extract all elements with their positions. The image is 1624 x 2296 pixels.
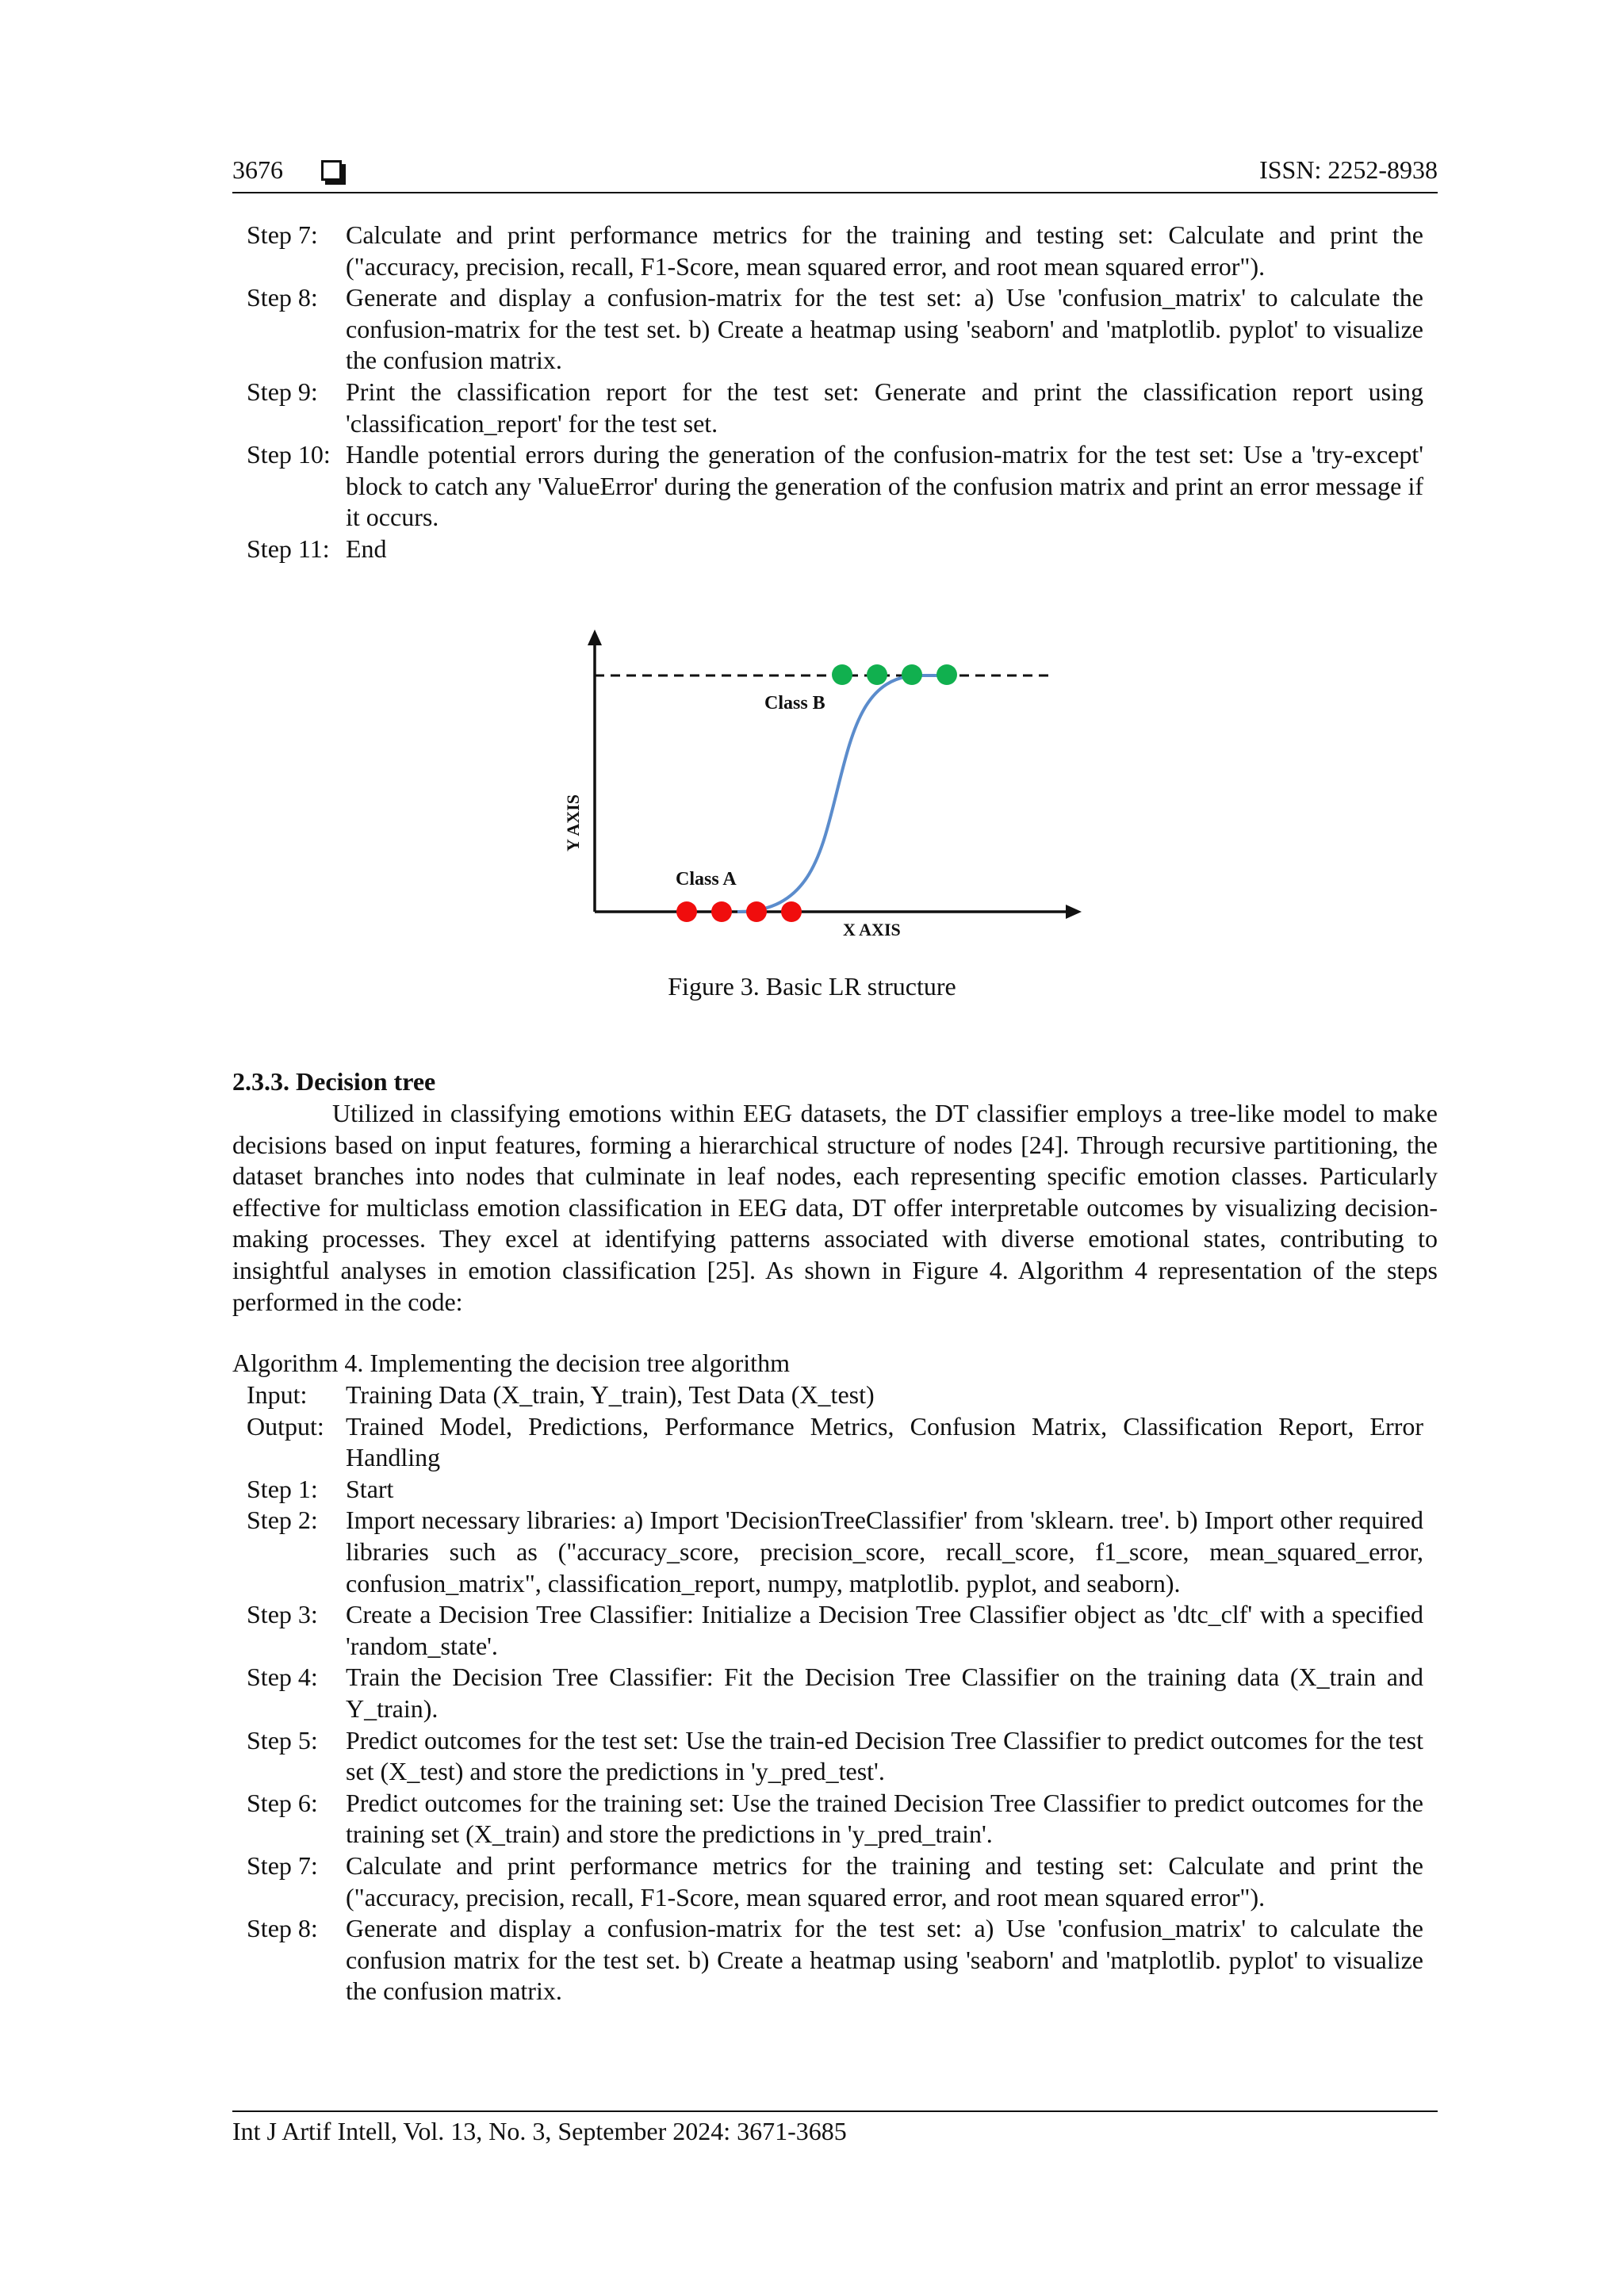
y-axis-label: Y AXIS — [563, 794, 583, 851]
algorithm-input: Input: Training Data (X_train, Y_train), Test Data (X_test) — [247, 1380, 875, 1409]
issn-label: ISSN: 2252-8938 — [1259, 155, 1438, 184]
section-heading: 2.3.3. Decision tree — [232, 1067, 436, 1096]
figure-caption: Figure 3. Basic LR structure — [668, 972, 956, 1001]
algorithm-step: Step 3: Create a Decision Tree Classifier: Initialize a Decision Tree Classifier object as 'dtc_clf' with a specified 'random_state'. — [247, 1600, 1423, 1660]
class-b-point — [832, 664, 852, 685]
page-header — [232, 155, 1438, 193]
class-b-point — [902, 664, 922, 685]
algorithm-3-steps-continued — [232, 220, 1438, 565]
algorithm-step: Step 6: Predict outcomes for the training set: Use the trained Decision Tree Classifier to predict outcomes for the training set (X_train) and store the predictions in 'y_pred_train'. — [247, 1788, 1423, 1849]
algorithm-step: Step 4: Train the Decision Tree Classifier: Fit the Decision Tree Classifier on the training data (X_train and Y_train). — [247, 1663, 1423, 1723]
algorithm-output: Output: Trained Model, Predictions, Performance Metrics, Confusion Matrix, Classification Report, Error Handling — [247, 1411, 1423, 1472]
class-a-point — [711, 901, 732, 922]
algorithm-step: Step 11: End — [247, 534, 387, 563]
class-a-label: Class A — [676, 869, 737, 890]
x-axis-arrow-icon — [1066, 905, 1082, 919]
algorithm-step: Step 5: Predict outcomes for the test set: Use the train-ed Decision Tree Classifier to predict outcomes for the test set (X_test) and store the predictions in 'y_pred_test'. — [247, 1725, 1423, 1786]
algorithm-step: Step 1: Start — [247, 1474, 394, 1503]
journal-citation: Int J Artif Intell, Vol. 13, No. 3, September 2024: 3671-3685 — [232, 2117, 847, 2145]
class-b-point — [867, 664, 887, 685]
algorithm-step: Step 10: Handle potential errors during the generation of the confusion-matrix for the test set: Use a 'try-except' block to catch any 'ValueError' during the generation of the confusion matrix and print an error message if it occurs. — [247, 440, 1423, 532]
algorithm-step: Step 2: Import necessary libraries: a) Import 'DecisionTreeClassifier' from 'sklearn. tree'. b) Import other required libraries such as ("accuracy_score, precision_score, recall_score, f1_score, mean_squared_error, confusion_matrix", classification_report, numpy, matplotlib. pyplot, and seaborn). — [247, 1506, 1423, 1598]
class-b-point — [936, 664, 957, 685]
header-rule — [232, 192, 1438, 193]
figure-lr-structure — [555, 618, 1094, 951]
algorithm-step: Step 7: Calculate and print performance metrics for the training and testing set: Calculate and print the ("accuracy, precision, recall, F1-Score, mean squared error, and root mean squared error"). — [247, 1850, 1423, 1911]
square-bullet-icon — [321, 160, 342, 181]
footer-rule — [232, 2110, 1438, 2112]
class-a-point — [746, 901, 767, 922]
algorithm-4-steps — [232, 1380, 1438, 2007]
algorithm-title: Algorithm 4. Implementing the decision tree algorithm — [232, 1349, 790, 1377]
algorithm-step: Step 8: Generate and display a confusion-matrix for the test set: a) Use 'confusion_matrix' to calculate the confusion-matrix for the test set. b) Create a heatmap using 'seaborn' and 'matplotlib. pyplot' to visualize the confusion matrix. — [247, 283, 1423, 375]
class-b-label: Class B — [764, 693, 825, 714]
algorithm-step: Step 8: Generate and display a confusion-matrix for the test set: a) Use 'confusion_matrix' to calculate the confusion matrix for the test set. b) Create a heatmap using 'seaborn' and 'matplotlib. pyplot' to visualize the confusion matrix. — [247, 1914, 1423, 2006]
x-axis-label: X AXIS — [843, 920, 901, 939]
page-number: 3676 — [232, 155, 283, 184]
y-axis-arrow-icon — [588, 629, 602, 645]
class-a-point — [781, 901, 802, 922]
algorithm-step: Step 7: Calculate and print performance metrics for the training and testing set: Calculate and print the ("accuracy, precision, recall, F1-Score, mean squared error, and root mean squared error"). — [247, 220, 1423, 281]
class-a-point — [676, 901, 697, 922]
section-paragraph: Utilized in classifying emotions within EEG datasets, the DT classifier employs a tree-like model to make decisions based on input features, forming a hierarchical structure of nodes [24]. Through recursive partitioning, the dataset branches into nodes that culminate in leaf nodes, each representing specific emotion classes. Particularly effective for multiclass emotion classification in EEG data, DT offer interpretable outcomes by visualizing decision-making processes. They excel at identifying patterns associated with diverse emotional states, contributing to insightful analyses in emotion classification [25]. As shown in Figure 4. Algorithm 4 representation of the steps performed in the code: — [232, 1099, 1438, 1316]
algorithm-step: Step 9: Print the classification report for the test set: Generate and print the classification report using 'classification_report' for the test set. — [247, 377, 1423, 438]
